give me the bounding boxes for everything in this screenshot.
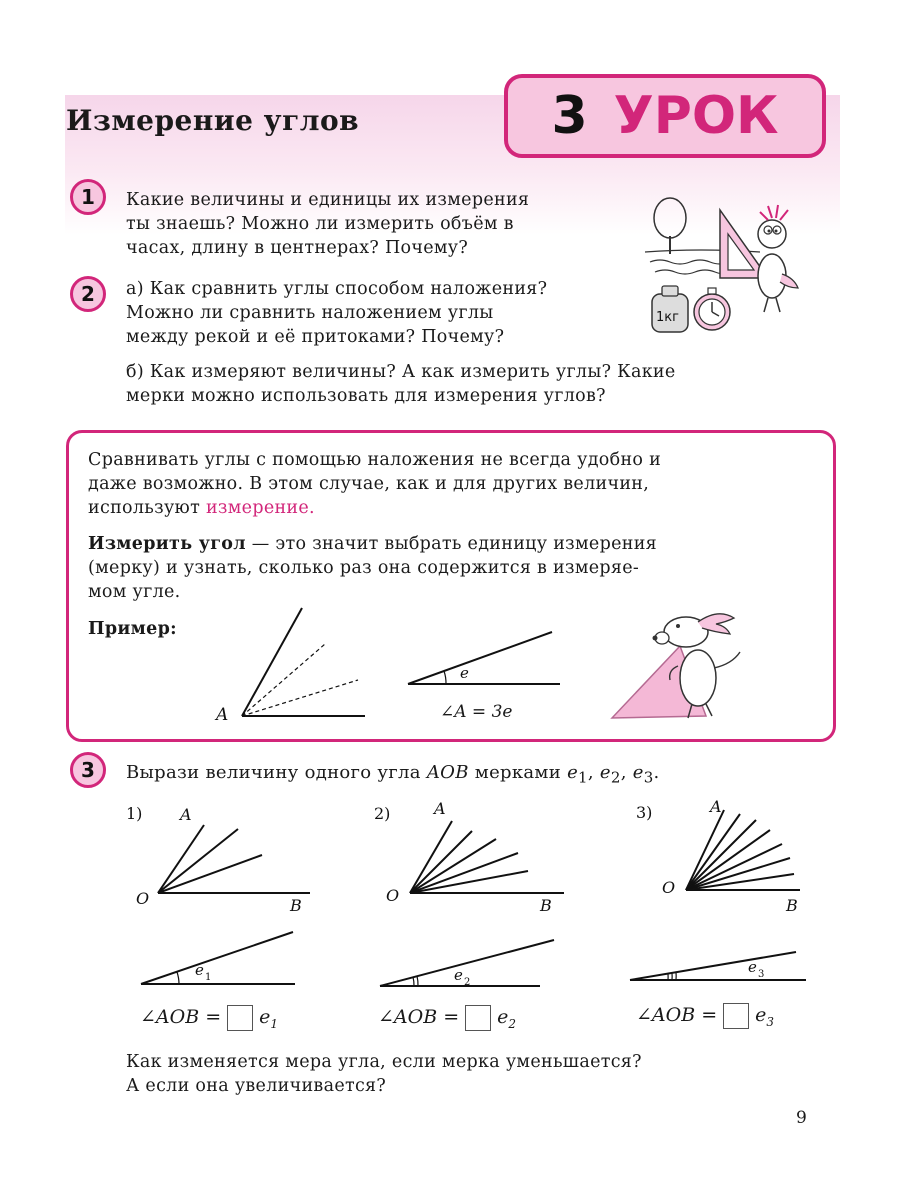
page-number: 9 [796, 1108, 807, 1128]
unit-figure-3 [624, 944, 814, 994]
question-line: А если она увеличивается? [126, 1076, 387, 1096]
angle-figure-1 [120, 795, 330, 930]
unit-e1: e [567, 762, 579, 783]
angle-figure-3 [630, 790, 840, 925]
task-number-1: 1 [70, 179, 106, 215]
rule-paragraph-1 [88, 448, 818, 520]
figure-index: 3) [636, 803, 653, 822]
answer-box-3[interactable] [723, 1003, 749, 1029]
unit-label-e2: e [454, 966, 463, 984]
point-label-a: A [180, 805, 192, 824]
answer-box-2[interactable] [465, 1005, 491, 1031]
example-angle-figure [210, 600, 380, 730]
lesson-number: 3 [551, 86, 588, 146]
equation-prefix: ∠AOB = [378, 1006, 460, 1028]
rule-term: Измерить угол [88, 534, 246, 554]
task2b-line: б) Как измеряют величины? А как измерить углы? Какие [126, 362, 676, 382]
point-label-b: B [290, 896, 302, 915]
dog-illustration [606, 608, 746, 724]
answer-box-1[interactable] [227, 1005, 253, 1031]
equation-unit: e [755, 1004, 767, 1026]
weight-label: 1кг [656, 310, 679, 325]
lesson-title: Измерение углов [66, 104, 360, 137]
unit-figure-1 [135, 924, 315, 994]
unit-label-e3: e [748, 958, 757, 976]
rule-line [88, 532, 818, 556]
unit-angle-figure [400, 624, 570, 694]
task1-line: Какие величины и единицы их измерения [126, 190, 530, 210]
equation-unit: e [497, 1006, 509, 1028]
rule-highlight: измерение. [205, 498, 315, 518]
task1-line: часах, длину в центнерах? Почему? [126, 238, 469, 258]
unit-e3: e [632, 762, 644, 783]
rule-text: — это значит выбрать единицу измерения [245, 534, 657, 554]
equation-2 [378, 1005, 516, 1031]
angle-figure-2 [368, 795, 578, 930]
task2a-line: между рекой и её притоками? Почему? [126, 327, 505, 347]
rule-paragraph-2 [88, 532, 818, 604]
task2a-line: а) Как сравнить углы способом наложения? [126, 279, 548, 299]
figure-index: 1) [126, 804, 143, 823]
task-number-2: 2 [70, 276, 106, 312]
task1-text [126, 188, 631, 260]
equation-prefix: ∠AOB = [636, 1004, 718, 1026]
point-label-a: A [710, 797, 722, 816]
rule-line: Сравнивать углы с помощью наложения не всегда удобно и [88, 450, 662, 470]
rule-line [88, 496, 818, 520]
equation-1 [140, 1005, 278, 1031]
figure-index: 2) [374, 804, 391, 823]
unit-label-e3-sub: 3 [758, 969, 765, 980]
equation-prefix: ∠AOB = [140, 1006, 222, 1028]
task3-angle-name: AOB [426, 762, 469, 783]
unit-e1-sub: 1 [578, 768, 588, 787]
rule-text: используют [88, 498, 206, 518]
point-label-o: O [386, 886, 400, 905]
measures-illustration [640, 190, 840, 340]
unit-label-e1-sub: 1 [205, 972, 212, 983]
point-label-b: B [540, 896, 552, 915]
task2a-text [126, 277, 631, 349]
task2b-text [126, 360, 816, 408]
vertex-label-a: A [216, 705, 229, 725]
task3-prompt-line: Вырази величину одного угла AOB мерками $e_1$, $e_2$, $e_3$. [126, 762, 660, 787]
lesson-word: УРОК [613, 86, 779, 146]
task-number-3: 3 [70, 752, 106, 788]
task1-line: ты знаешь? Можно ли измерить объём в [126, 214, 514, 234]
unit-figure-2 [374, 932, 564, 994]
task3-prompt [126, 761, 660, 790]
point-label-b: B [786, 896, 798, 915]
point-label-o: O [662, 878, 676, 897]
rule-line: (мерку) и узнать, сколько раз она содержится в измеряе- [88, 558, 640, 578]
lesson-badge [504, 74, 826, 158]
rule-line: даже возможно. В этом случае, как и для других величин, [88, 474, 650, 494]
task3-question [126, 1050, 786, 1098]
unit-e2: e [599, 762, 611, 783]
unit-label-e: e [460, 664, 469, 682]
equation-unit: e [259, 1006, 271, 1028]
unit-label-e1: e [195, 961, 204, 979]
example-equation: ∠A = 3e [440, 702, 513, 722]
unit-e3-sub: 3 [643, 768, 654, 787]
equation-unit-sub: 1 [270, 1016, 279, 1031]
point-label-o: O [136, 889, 150, 908]
unit-label-e2-sub: 2 [464, 977, 471, 988]
equation-unit-sub: 3 [766, 1014, 775, 1029]
equation-unit-sub: 2 [508, 1016, 517, 1031]
rule-line: мом угле. [88, 582, 181, 602]
point-label-a: A [434, 799, 446, 818]
task2a-line: Можно ли сравнить наложением углы [126, 303, 494, 323]
unit-e2-sub: 2 [610, 768, 621, 787]
task3-prompt-start: Вырази величину одного угла [126, 762, 421, 783]
question-line: Как изменяется мера угла, если мерка уменьшается? [126, 1052, 642, 1072]
task3-prompt-mid: мерками [474, 762, 562, 783]
equation-3 [636, 1003, 774, 1029]
example-label: Пример: [88, 619, 177, 639]
task2b-line: мерки можно использовать для измерения углов? [126, 386, 606, 406]
